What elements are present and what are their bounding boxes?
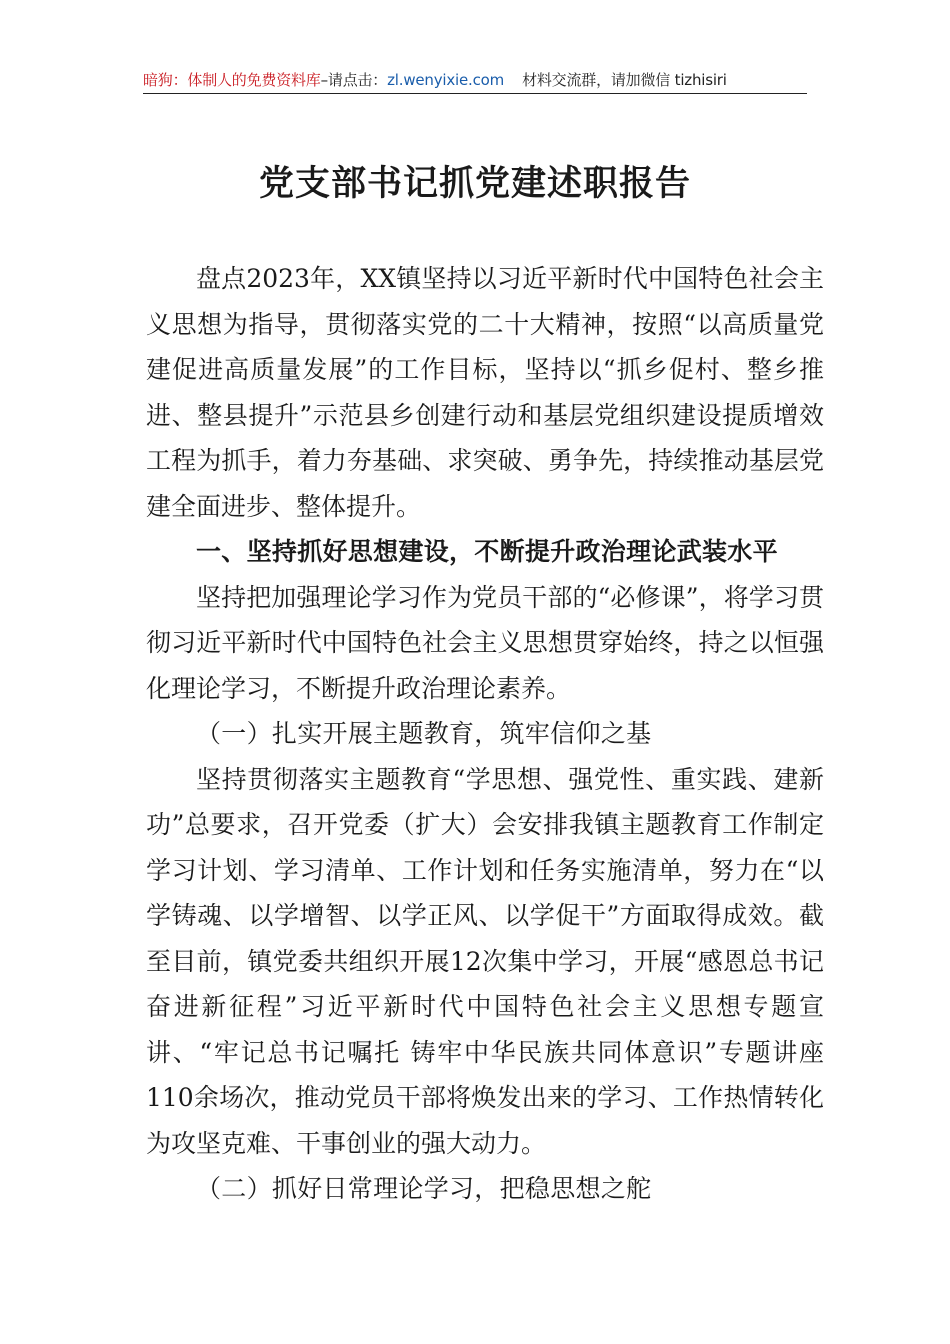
subsection-heading-1: （一）扎实开展主题教育，筑牢信仰之基 xyxy=(196,719,652,748)
document-title: 党支部书记抓党建述职报告 xyxy=(258,163,691,204)
section-1-paragraph: 坚持把加强理论学习作为党员干部的“必修课”，将学习贯彻习近平新时代中国特色社会主义思想贯穿始终，持之以恒强化理论学习，不断提升政治理论素养。 xyxy=(146,582,824,703)
header-site-name: 暗狗：体制人的免费资料库 xyxy=(143,71,321,89)
subsection-1-paragraph: 坚持贯彻落实主题教育“学思想、强党性、重实践、建新功”总要求，召开党委（扩大）会安排我镇主题教育工作制定学习计划、学习清单、工作计划和任务实施清单，努力在“以学铸魂、以学增智、以学正风、以学促干”方面取得成效。截至目前，镇党委共组织开展12次集中学习，开展“感恩总书记奋进新征程”习近平新时代中国特色社会主义思想专题宣讲、“牢记总书记嘱托 铸牢中华民族共同体意识”专题讲座110余场次，推动党员干部将焕发出来的学习、工作热情转化为攻坚克难、干事创业的强大动力。 xyxy=(146,764,824,1158)
header-site-link[interactable]: zl.wenyixie.com xyxy=(387,71,505,89)
intro-paragraph: 盘点2023年，XX镇坚持以习近平新时代中国特色社会主义思想为指导，贯彻落实党的二十大精神，按照“以高质量党建促进高质量发展”的工作目标，坚持以“抓乡促村、整乡推进、整县提升”示范县乡创建行动和基层党组织建设提质增效工程为抓手，着力夯基础、求突破、勇争先，持续推动基层党建全面进步、整体提升。 xyxy=(146,264,824,521)
page-header-banner xyxy=(143,66,807,94)
header-click-prompt: –请点击： xyxy=(320,71,388,89)
section-heading-1: 一、坚持抓好思想建设，不断提升政治理论武装水平 xyxy=(196,537,778,566)
document-body xyxy=(146,256,824,1212)
header-wechat-note: 材料交流群，请加微信 tizhisiri xyxy=(522,71,727,89)
subsection-heading-2: （二）抓好日常理论学习，把稳思想之舵 xyxy=(196,1174,652,1203)
